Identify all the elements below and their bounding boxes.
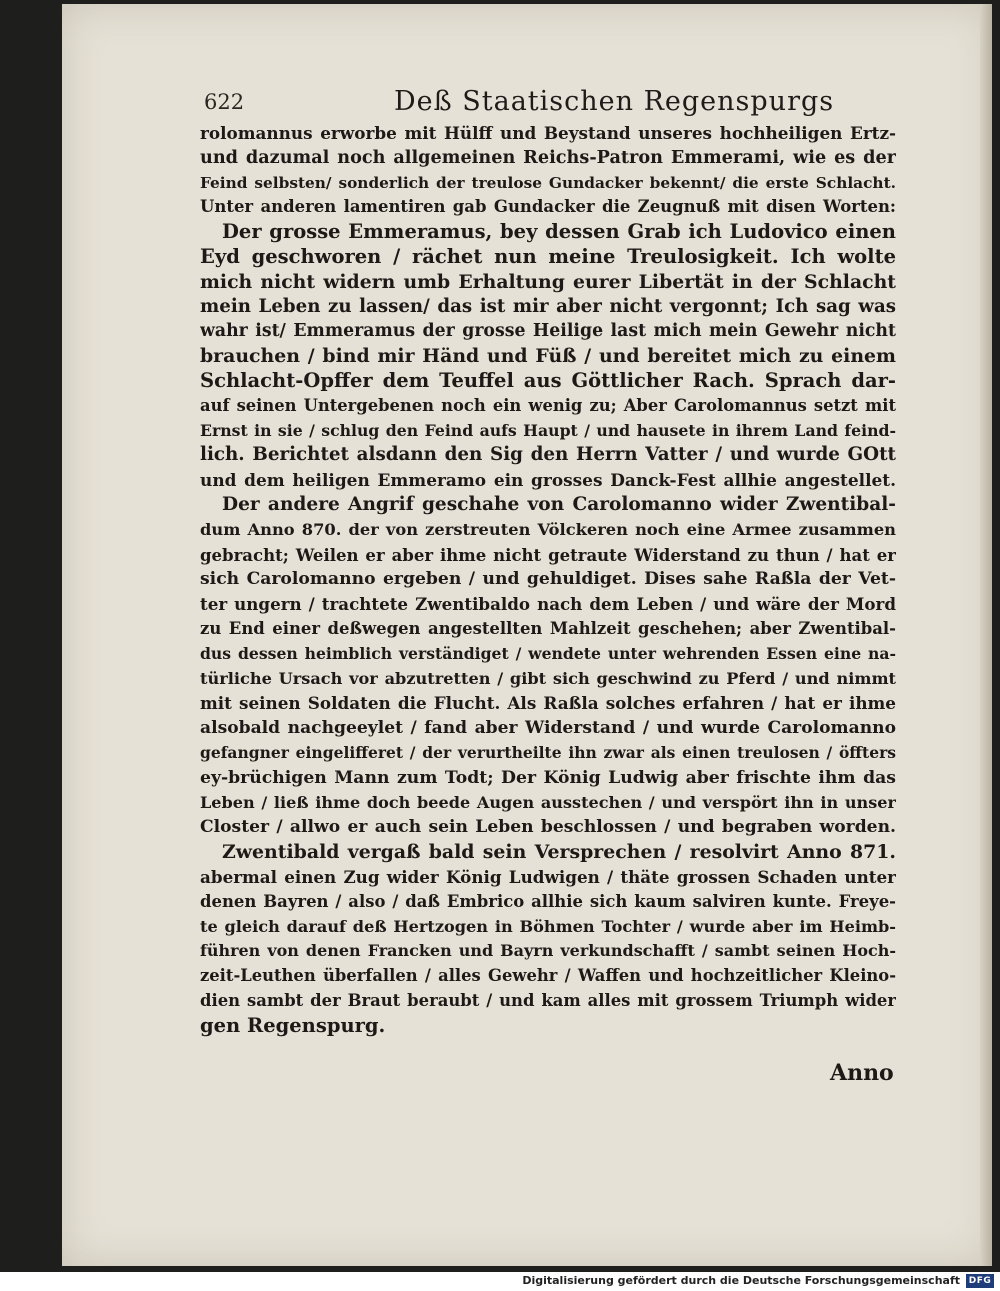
text-line: zu End einer deßwegen angestellten Mahlzeit geschehen; aber Zwentibal-	[200, 618, 896, 638]
catchword: Anno	[830, 1060, 894, 1086]
text-line: Zwentibald vergaß bald sein Versprechen / resolvirt Anno 871.	[222, 841, 896, 864]
text-line: sich Carolomanno ergeben / und gehuldiget. Dises sahe Raßla der Vet-	[200, 569, 896, 590]
text-line: türliche Ursach vor abzutretten / gibt sich geschwind zu Pferd / und nimmt	[200, 668, 896, 688]
text-line: te gleich darauf deß Hertzogen in Böhmen Tochter / wurde aber im Heimb-	[200, 916, 896, 936]
text-line: führen von denen Francken und Bayrn verkundschafft / sambt seinen Hoch-	[200, 941, 896, 961]
text-line: gefangner eingelifferet / der verurtheilte ihn zwar als einen treulosen / öffters	[200, 742, 896, 762]
text-line: Der grosse Emmeramus, bey dessen Grab ich Ludovico einen	[222, 220, 896, 244]
text-line: dum Anno 870. der von zerstreuten Völckeren noch eine Armee zusammen	[200, 519, 896, 539]
text-line: Unter anderen lamentiren gab Gundacker die Zeugnuß mit disen Worten:	[200, 197, 896, 217]
text-line: mich nicht widern umb Erhaltung eurer Libertät in der Schlacht	[200, 270, 896, 293]
text-line: Der andere Angrif geschahe von Carolomanno wider Zwentibal-	[222, 493, 896, 515]
text-line: alsobald nachgeeylet / fand aber Widerstand / und wurde Carolomanno	[200, 718, 896, 739]
dfg-logo-icon: DFG	[966, 1274, 994, 1288]
text-line: abermal einen Zug wider König Ludwigen / thäte grossen Schaden unter	[200, 866, 896, 887]
text-line: und dazumal noch allgemeinen Reichs-Patron Emmerami, wie es der	[200, 146, 896, 168]
text-line: denen Bayren / also / daß Embrico allhie sich kaum salviren kunte. Freye-	[200, 891, 896, 911]
text-line: Ernst in sie / schlug den Feind aufs Haupt / und hausete in ihrem Land feind-	[200, 420, 896, 440]
text-line: gebracht; Weilen er aber ihme nicht getraute Widerstand zu thun / hat er	[200, 544, 896, 565]
text-line: mein Leben zu lassen/ das ist mir aber nicht vergonnt; Ich sag was	[200, 295, 896, 317]
text-line: Feind selbsten/ sonderlich der treulose Gundacker bekennt/ die erste Schlacht.	[200, 173, 896, 192]
text-line: und dem heiligen Emmeramo ein grosses Danck-Fest allhie angestellet.	[200, 470, 896, 491]
footer-bar	[0, 1272, 1000, 1291]
funding-notice: Digitalisierung gefördert durch die Deutsche Forschungsgemeinschaft	[522, 1274, 960, 1287]
text-line: dien sambt der Braut beraubt / und kam alles mit grossem Triumph wider	[200, 990, 896, 1010]
running-title: Deß Staatischen Regenspurgs	[394, 86, 835, 117]
text-line: zeit-Leuthen überfallen / alles Gewehr / Waffen und hochzeitlicher Kleino-	[200, 966, 896, 986]
text-line: rolomannus erworbe mit Hülff und Beystand unseres hochheiligen Ertz-	[200, 123, 896, 143]
text-line: Eyd geschworen / rächet nun meine Treulosigkeit. Ich wolte	[200, 244, 896, 268]
text-line: Schlacht-Opffer dem Teuffel aus Göttlicher Rach. Sprach dar-	[200, 368, 896, 392]
page-number: 622	[204, 90, 245, 114]
text-line: dus dessen heimblich verständiget / wendete unter wehrenden Essen eine na-	[200, 643, 896, 663]
text-line: Leben / ließ ihme doch beede Augen ausstechen / und verspört ihn in unser	[200, 792, 896, 812]
text-line: gen Regenspurg.	[200, 1013, 386, 1037]
running-head	[204, 86, 904, 126]
text-line: ey-brüchigen Mann zum Todt; Der König Ludwig aber frischte ihm das	[200, 767, 896, 788]
page-edge	[980, 4, 992, 1266]
text-line: lich. Berichtet alsdann den Sig den Herrn Vatter / und wurde GOtt	[200, 444, 896, 466]
text-line: ter ungern / trachtete Zwentibaldo nach dem Leben / und wäre der Mord	[200, 594, 896, 615]
text-line: Closter / allwo er auch sein Leben beschlossen / und begraben worden.	[200, 817, 896, 838]
body-text	[200, 121, 896, 1038]
text-line: wahr ist/ Emmeramus der grosse Heilige last mich mein Gewehr nicht	[200, 321, 896, 342]
text-line: mit seinen Soldaten die Flucht. Als Raßla solches erfahren / hat er ihme	[200, 693, 896, 714]
text-line: brauchen / bind mir Händ und Füß / und bereitet mich zu einem	[200, 345, 896, 368]
text-line: auf seinen Untergebenen noch ein wenig zu; Aber Carolomannus setzt mit	[200, 395, 896, 415]
